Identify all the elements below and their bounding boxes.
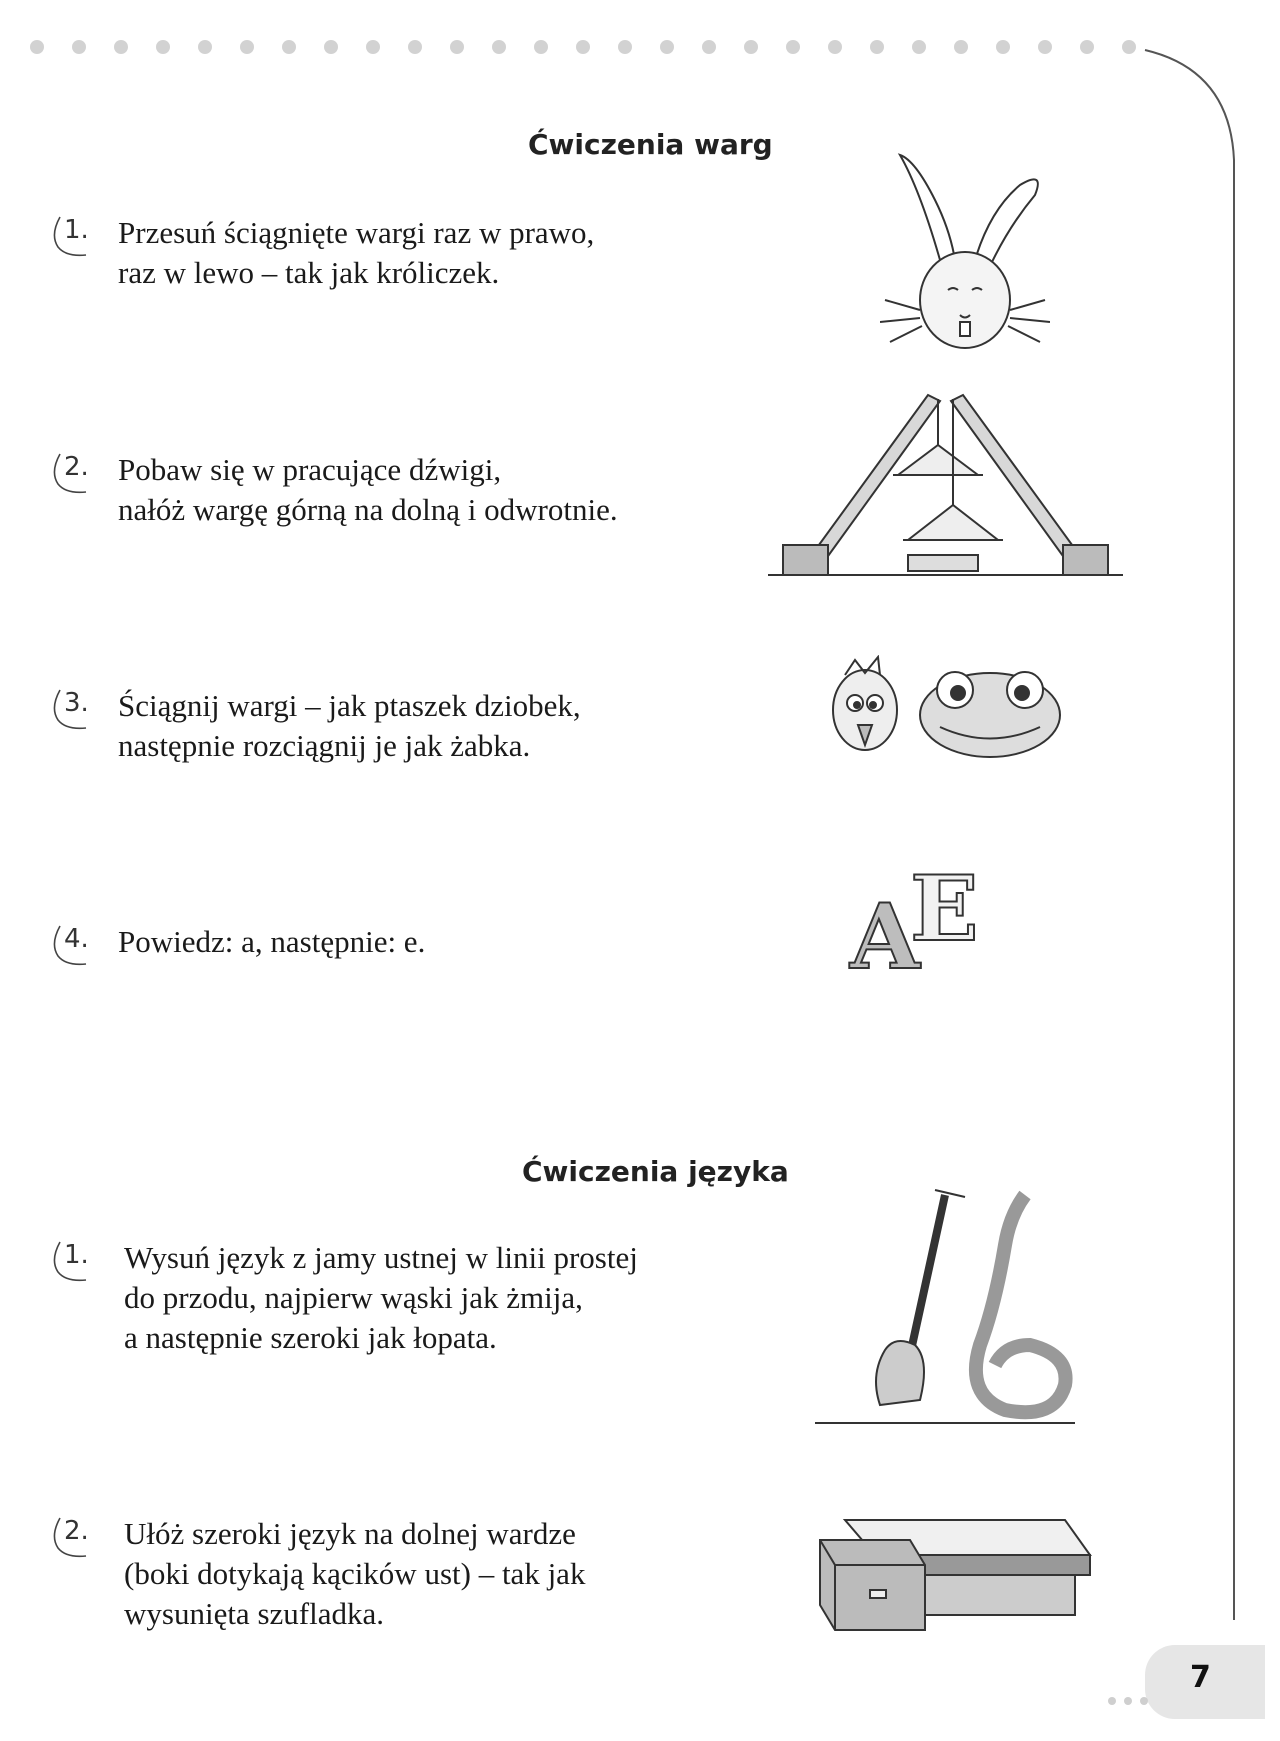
exercise-text: Przesuń ściągnięte wargi raz w prawo, raz w lewo – tak jak króliczek. — [118, 215, 595, 290]
exercise-text: Ułóż szeroki język na dolnej wardze (boki dotykają kącików ust) – tak jak wysunięta szufladka. — [124, 1516, 586, 1631]
rabbit-icon — [880, 150, 1050, 380]
bird-frog-icon — [820, 655, 1065, 765]
exercise-number-marker — [50, 686, 94, 736]
page-edge-decoration — [1140, 40, 1240, 1640]
section-title-tongue: Ćwiczenia języka — [522, 1155, 789, 1188]
letter-a: A — [850, 884, 920, 980]
exercise-number: 1. — [64, 215, 89, 245]
exercise-number-marker — [50, 922, 94, 972]
letter-e: E — [910, 860, 979, 962]
drawer-icon — [815, 1505, 1095, 1635]
page-number: 7 — [1190, 1660, 1211, 1695]
exercise-text: Ściągnij wargi – jak ptaszek dziobek, następnie rozciągnij je jak żabka. — [118, 688, 581, 763]
exercise-number: 2. — [64, 452, 89, 482]
decorative-dot — [1124, 1697, 1132, 1705]
exercise-number: 4. — [64, 924, 89, 954]
exercise-number-marker — [50, 1238, 94, 1288]
exercise-number: 2. — [64, 1516, 89, 1546]
shovel-snake-icon — [815, 1185, 1080, 1430]
exercise-number: 1. — [64, 1240, 89, 1270]
exercise-text: Wysuń język z jamy ustnej w linii prostej do przodu, najpierw wąski jak żmija, a następnie szeroki jak łopata. — [124, 1240, 638, 1355]
section-title-lips: Ćwiczenia warg — [528, 128, 773, 161]
decorative-dot — [1108, 1697, 1116, 1705]
exercise-text: Powiedz: a, następnie: e. — [118, 924, 426, 959]
exercise-number-marker — [50, 213, 94, 263]
exercise-number-marker — [50, 1514, 94, 1564]
decorative-dot — [1140, 1697, 1148, 1705]
exercise-number: 3. — [64, 688, 89, 718]
exercise-text: Pobaw się w pracujące dźwigi, nałóż wargę górną na dolną i odwrotnie. — [118, 452, 618, 527]
cranes-icon — [768, 385, 1123, 585]
exercise-number-marker — [50, 450, 94, 500]
letters-ae-icon — [840, 860, 1010, 980]
